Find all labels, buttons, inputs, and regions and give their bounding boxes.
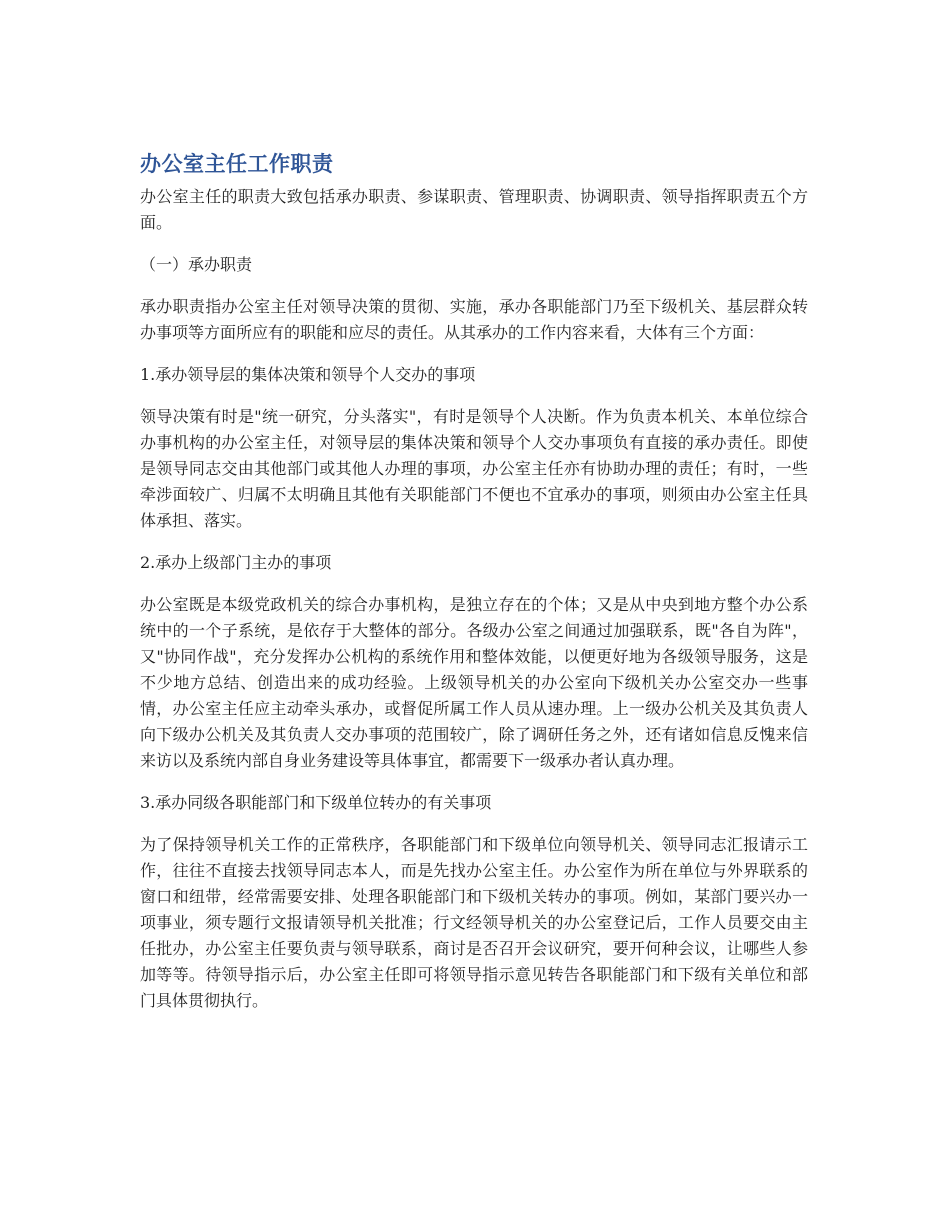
section-paragraph-1: 承办职责指办公室主任对领导决策的贯彻、实施，承办各职能部门乃至下级机关、基层群众转办事项等方面所应有的职能和应尽的责任。从其承办的工作内容来看，大体有三个方面： <box>140 297 808 342</box>
item-paragraph-1: 领导决策有时是"统一研究，分头落实"，有时是领导个人决断。作为负责本机关、本单位综合办事机构的办公室主任，对领导层的集体决策和领导个人交办事项负有直接的承办责任。即使是领导同志交由其他部门或其他人办理的事项，办公室主任亦有协助办理的责任；有时，一些牵涉面较广、归属不太明确且其他有关职能部门不便也不宜承办的事项，则须由办公室主任具体承担、落实。 <box>140 407 808 530</box>
item-heading-1: 1.承办领导层的集体决策和领导个人交办的事项 <box>140 365 476 384</box>
section-heading-1: （一）承办职责 <box>140 255 253 274</box>
item-heading-2: 2.承办上级部门主办的事项 <box>140 553 332 572</box>
document-page <box>140 148 808 1030</box>
intro-paragraph: 办公室主任的职责大致包括承办职责、参谋职责、管理职责、协调职责、领导指挥职责五个方面。 <box>140 187 808 232</box>
document-title: 办公室主任工作职责 <box>140 152 334 176</box>
item-heading-3: 3.承办同级各职能部门和下级单位转办的有关事项 <box>140 793 492 812</box>
item-paragraph-2: 办公室既是本级党政机关的综合办事机构，是独立存在的个体；又是从中央到地方整个办公系统中的一个子系统，是依存于大整体的部分。各级办公室之间通过加强联系，既"各自为阵"，又"协同作战"，充分发挥办公机构的系统作用和整体效能，以便更好地为各级领导服务，这是不少地方总结、创造出来的成功经验。上级领导机关的办公室向下级机关办公室交办一些事情，办公室主任应主动牵头承办，或督促所属工作人员从速办理。上一级办公机关及其负责人向下级办公机关及其负责人交办事项的范围较广，除了调研任务之外，还有诸如信息反愧来信来访以及系统内部自身业务建设等具体事宜，都需要下一级承办者认真办理。 <box>140 595 808 770</box>
item-paragraph-3: 为了保持领导机关工作的正常秩序，各职能部门和下级单位向领导机关、领导同志汇报请示工作，往往不直接去找领导同志本人，而是先找办公室主任。办公室作为所在单位与外界联系的窗口和纽带，经常需要安排、处理各职能部门和下级机关转办的事项。例如，某部门要兴办一项事业，须专题行文报请领导机关批准；行文经领导机关的办公室登记后，工作人员要交由主任批办，办公室主任要负责与领导联系，商讨是否召开会议研究，要开何种会议，让哪些人参加等等。待领导指示后，办公室主任即可将领导指示意见转告各职能部门和下级有关单位和部门具体贯彻执行。 <box>140 835 808 1010</box>
